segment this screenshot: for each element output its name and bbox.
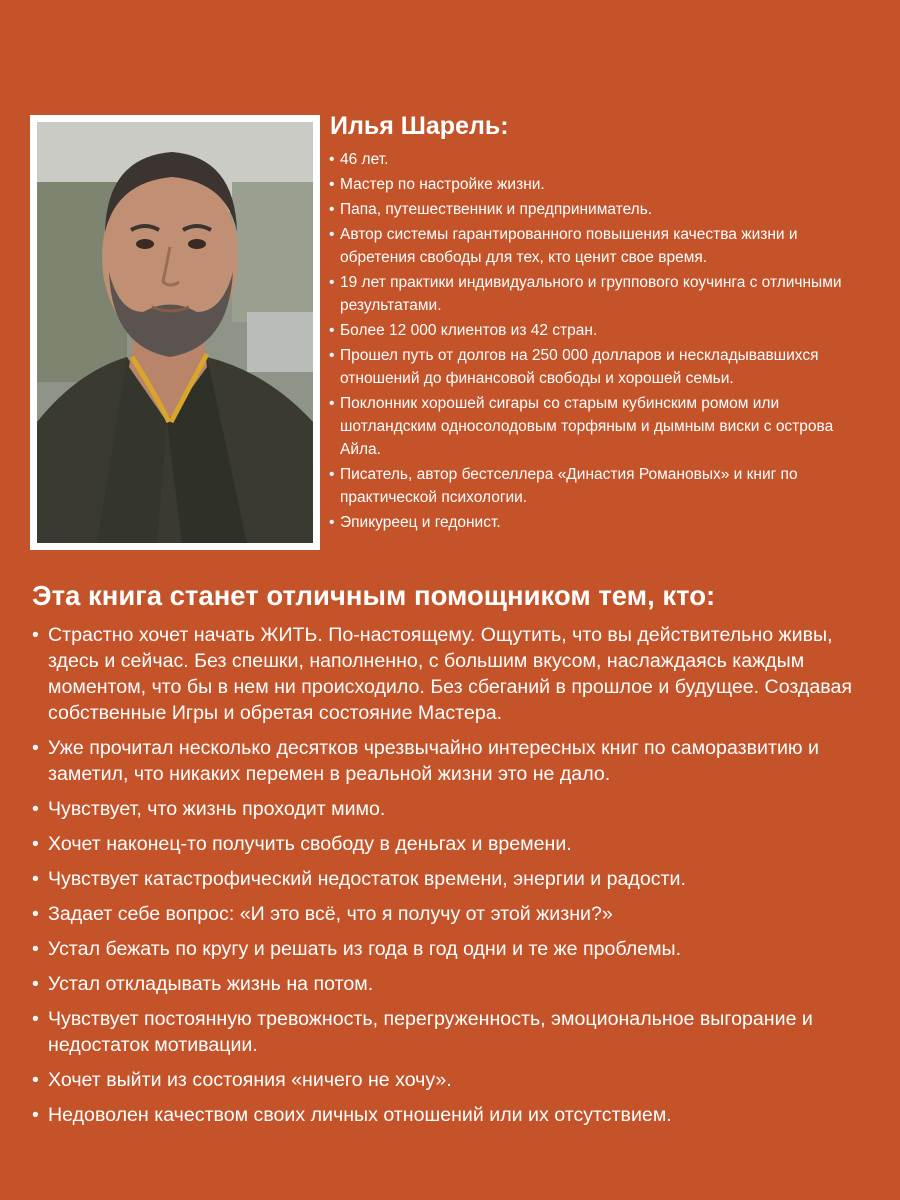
audience-item: • Устал откладывать жизнь на потом. bbox=[32, 971, 877, 997]
author-bio bbox=[328, 110, 873, 536]
author-fact: • Мастер по настройке жизни. bbox=[328, 173, 873, 196]
audience-item: • Хочет наконец-то получить свободу в деньгах и времени. bbox=[32, 831, 877, 857]
audience-item: • Устал бежать по кругу и решать из года в год одни и те же проблемы. bbox=[32, 936, 877, 962]
author-name: Илья Шарель: bbox=[330, 112, 509, 140]
author-photo-frame bbox=[30, 115, 320, 550]
author-fact: • Писатель, автор бестселлера «Династия Романовых» и книг по практической психологии. bbox=[328, 463, 873, 509]
author-fact: • Более 12 000 клиентов из 42 стран. bbox=[328, 319, 873, 342]
audience-item: • Чувствует постоянную тревожность, перегруженность, эмоциональное выгорание и недостаток мотивации. bbox=[32, 1006, 877, 1058]
audience-item: • Хочет выйти из состояния «ничего не хочу». bbox=[32, 1067, 877, 1093]
author-fact: • Поклонник хорошей сигары со старым кубинским ромом или шотландским односолодовым торфяным и дымным виски с острова Айла. bbox=[328, 392, 873, 461]
author-fact: • Папа, путешественник и предприниматель. bbox=[328, 198, 873, 221]
audience-item: • Чувствует катастрофический недостаток времени, энергии и радости. bbox=[32, 866, 877, 892]
author-facts-list bbox=[328, 148, 873, 534]
author-fact: • 19 лет практики индивидуального и группового коучинга с отличными результатами. bbox=[328, 271, 873, 317]
audience-heading: Эта книга станет отличным помощником тем, кто: bbox=[32, 580, 716, 611]
author-fact: • Эпикуреец и гедонист. bbox=[328, 511, 873, 534]
audience-list bbox=[32, 622, 877, 1137]
author-photo bbox=[37, 122, 313, 543]
audience-item: • Недоволен качеством своих личных отношений или их отсутствием. bbox=[32, 1102, 877, 1128]
audience-item: • Чувствует, что жизнь проходит мимо. bbox=[32, 796, 877, 822]
audience-item: • Задает себе вопрос: «И это всё, что я получу от этой жизни?» bbox=[32, 901, 877, 927]
author-fact: • 46 лет. bbox=[328, 148, 873, 171]
author-fact: • Автор системы гарантированного повышения качества жизни и обретения свободы для тех, кто ценит свое время. bbox=[328, 223, 873, 269]
audience-item: • Страстно хочет начать ЖИТЬ. По-настоящему. Ощутить, что вы действительно живы, здесь и сейчас. Без спешки, наполненно, с большим вкусом, наслаждаясь каждым моментом, что бы в нем ни происходило. Без сбеганий в прошлое и будущее. Создавая собственные Игры и обретая состояние Мастера. bbox=[32, 622, 877, 726]
audience-item: • Уже прочитал несколько десятков чрезвычайно интересных книг по саморазвитию и заметил, что никаких перемен в реальной жизни это не дало. bbox=[32, 735, 877, 787]
author-fact: • Прошел путь от долгов на 250 000 долларов и нескладывавшихся отношений до финансовой свободы и хорошей семьи. bbox=[328, 344, 873, 390]
